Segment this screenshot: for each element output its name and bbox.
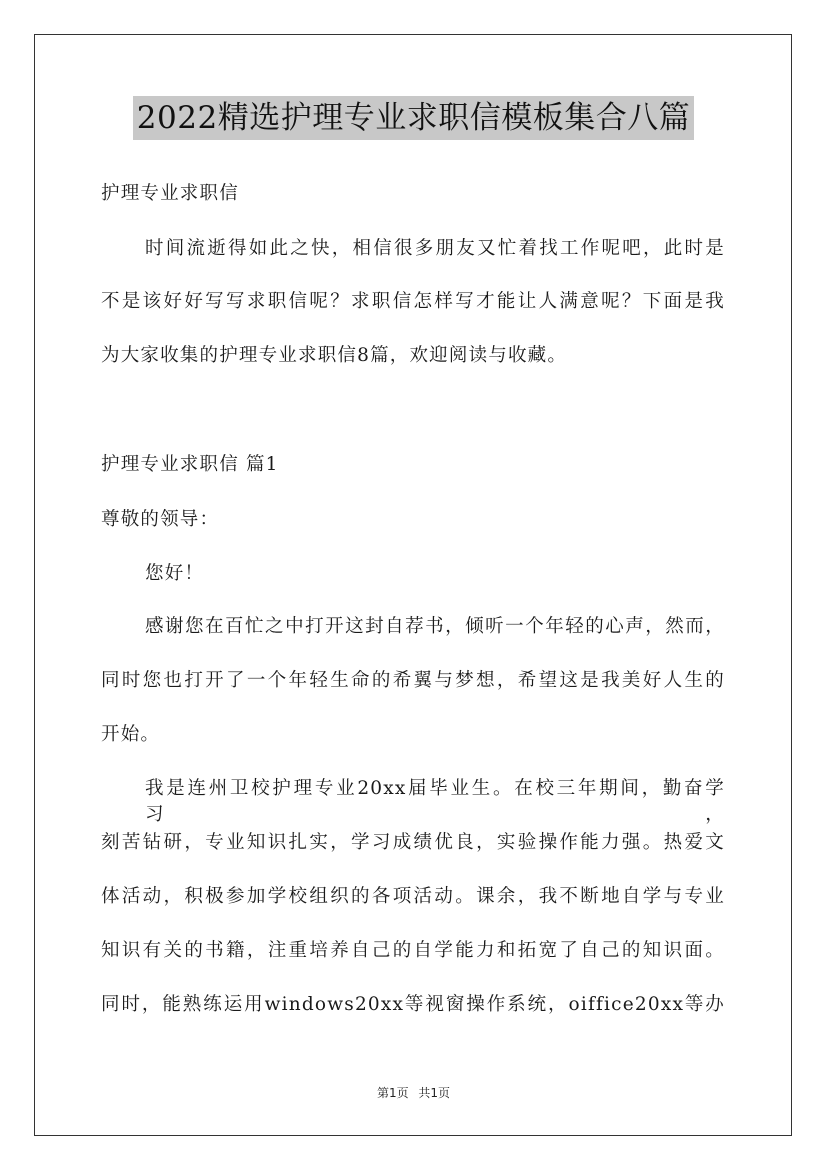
paragraph-line: 同时您也打开了一个年轻生命的希翼与梦想，希望这是我美好人生的 (101, 670, 725, 691)
section-heading: 护理专业求职信 篇1 (101, 454, 279, 475)
paragraph-line: 我是连州卫校护理专业20xx届毕业生。在校三年期间，勤奋学习， (145, 778, 725, 825)
page-number-current: 第1页 (376, 1086, 409, 1100)
paragraph-line: 刻苦钻研，专业知识扎实，学习成绩优良，实验操作能力强。热爱文 (101, 832, 725, 853)
paragraph-line: 感谢您在百忙之中打开这封自荐书，倾听一个年轻的心声，然而， (145, 616, 725, 637)
salutation: 尊敬的领导： (101, 509, 220, 530)
section-heading: 护理专业求职信 (101, 183, 239, 204)
greeting: 您好！ (145, 563, 205, 584)
page-footer (0, 1084, 827, 1101)
page-number-total: 共1页 (418, 1086, 451, 1100)
paragraph-line: 时间流逝得如此之快，相信很多朋友又忙着找工作呢吧，此时是 (145, 238, 725, 259)
document-title: 2022精选护理专业求职信模板集合八篇 (133, 96, 694, 140)
paragraph-line: 为大家收集的护理专业求职信8篇，欢迎阅读与收藏。 (101, 345, 568, 366)
title-container (0, 96, 827, 140)
paragraph-line: 开始。 (101, 724, 161, 745)
paragraph-line: 不是该好好写写求职信呢？求职信怎样写才能让人满意呢？下面是我 (101, 291, 725, 312)
paragraph-line: 知识有关的书籍，注重培养自己的自学能力和拓宽了自己的知识面。 (101, 940, 725, 961)
paragraph-line: 同时，能熟练运用windows20xx等视窗操作系统，oiffice20xx等办 (101, 994, 725, 1015)
paragraph-line: 体活动，积极参加学校组织的各项活动。课余，我不断地自学与专业 (101, 886, 725, 907)
